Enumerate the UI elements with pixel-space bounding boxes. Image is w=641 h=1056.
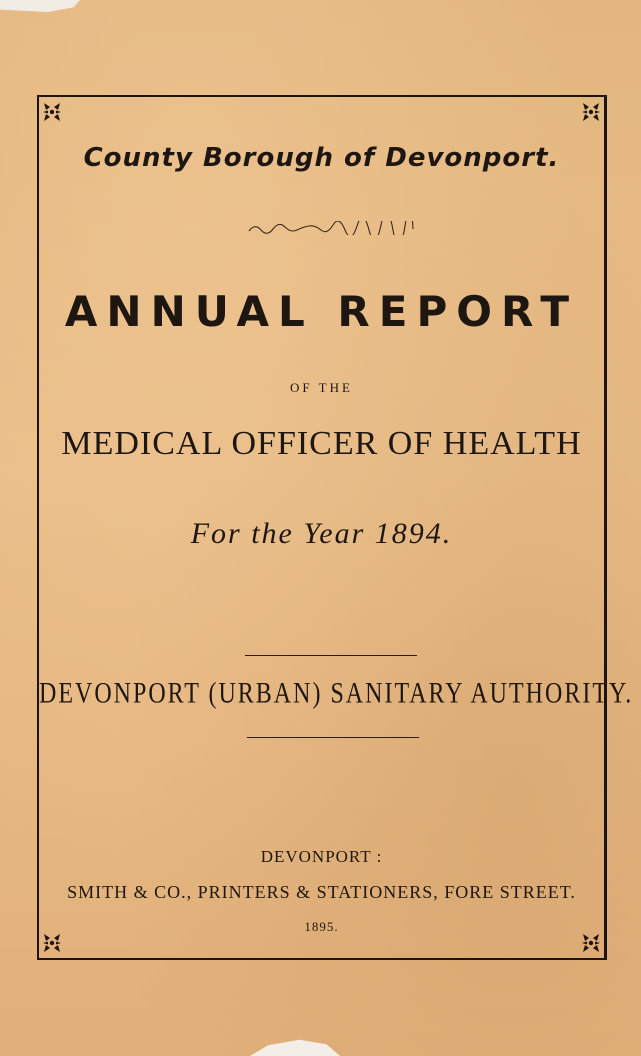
imprint-printers: SMITH & CO., PRINTERS & STATIONERS, FORE STREET. xyxy=(67,882,576,902)
imprint-year: 1895. xyxy=(304,919,339,934)
fleuron-ornament-icon xyxy=(580,101,602,123)
sanitary-authority: DEVONPORT (URBAN) SANITARY AUTHORITY. xyxy=(39,677,634,711)
fleuron-ornament-icon xyxy=(580,932,602,954)
torn-paper-edge-bottom xyxy=(250,1038,340,1056)
borough-heading: County Borough of Devonport. xyxy=(83,143,560,173)
divider-rule xyxy=(247,737,419,738)
torn-paper-edge-top xyxy=(0,0,80,12)
report-year: For the Year 1894. xyxy=(190,517,453,550)
report-subject: MEDICAL OFFICER OF HEALTH xyxy=(61,425,582,462)
wavy-line-divider-icon xyxy=(247,221,415,235)
fleuron-ornament-icon xyxy=(41,101,63,123)
of-the-line: OF THE xyxy=(290,380,353,395)
imprint-place: DEVONPORT : xyxy=(260,847,383,866)
fleuron-ornament-icon xyxy=(41,932,63,954)
report-title: ANNUAL REPORT xyxy=(64,287,579,336)
divider-rule xyxy=(245,655,417,656)
title-page-border xyxy=(37,95,634,960)
